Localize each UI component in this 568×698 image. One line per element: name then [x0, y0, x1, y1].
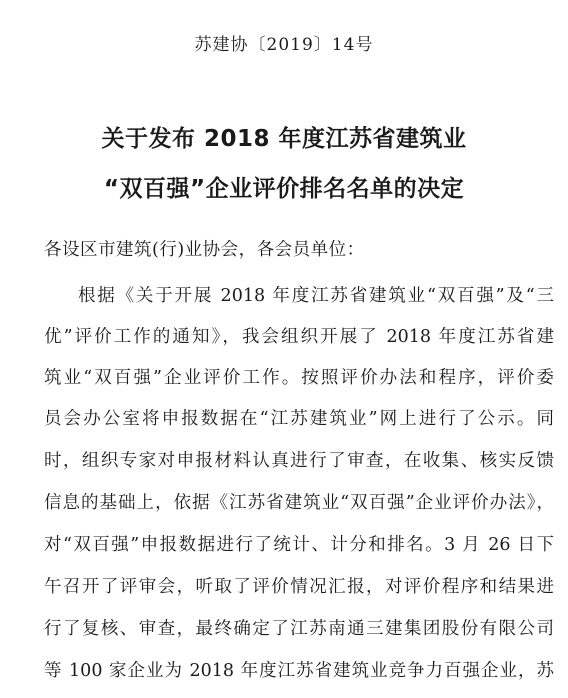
body-line: 优”评价工作的通知》，我会组织开展了 2018 年度江苏省建: [44, 327, 554, 347]
body-line: 等 100 家企业为 2018 年度江苏省建筑业竞争力百强企业，苏: [44, 661, 554, 681]
body-line: 对“双百强”申报数据进行了统计、计分和排名。3 月 26 日下: [44, 535, 554, 555]
body-line: 筑业“双百强”企业评价工作。按照评价办法和程序，评价委: [44, 368, 554, 388]
body-line: 行了复核、审查，最终确定了江苏南通三建集团股份有限公司: [44, 619, 554, 639]
document-title-line-1: 关于发布 2018 年度江苏省建筑业: [101, 126, 467, 152]
salutation: 各设区市建筑(行)业协会，各会员单位：: [44, 240, 365, 260]
body-line: 时，组织专家对申报材料认真进行了审查，在收集、核实反馈: [44, 451, 554, 471]
document-title-line-2: “双百强”企业评价排名名单的决定: [103, 176, 465, 202]
body-line: 员会办公室将申报数据在“江苏建筑业”网上进行了公示。同: [44, 409, 554, 429]
document-number: 苏建协〔2019〕14号: [194, 35, 374, 55]
body-line: 午召开了评审会，听取了评价情况汇报，对评价程序和结果进: [44, 577, 554, 597]
body-line: 根据《关于开展 2018 年度江苏省建筑业“双百强”及“三: [78, 286, 554, 306]
body-line: 信息的基础上，依据《江苏省建筑业“双百强”企业评价办法》，: [44, 493, 554, 513]
